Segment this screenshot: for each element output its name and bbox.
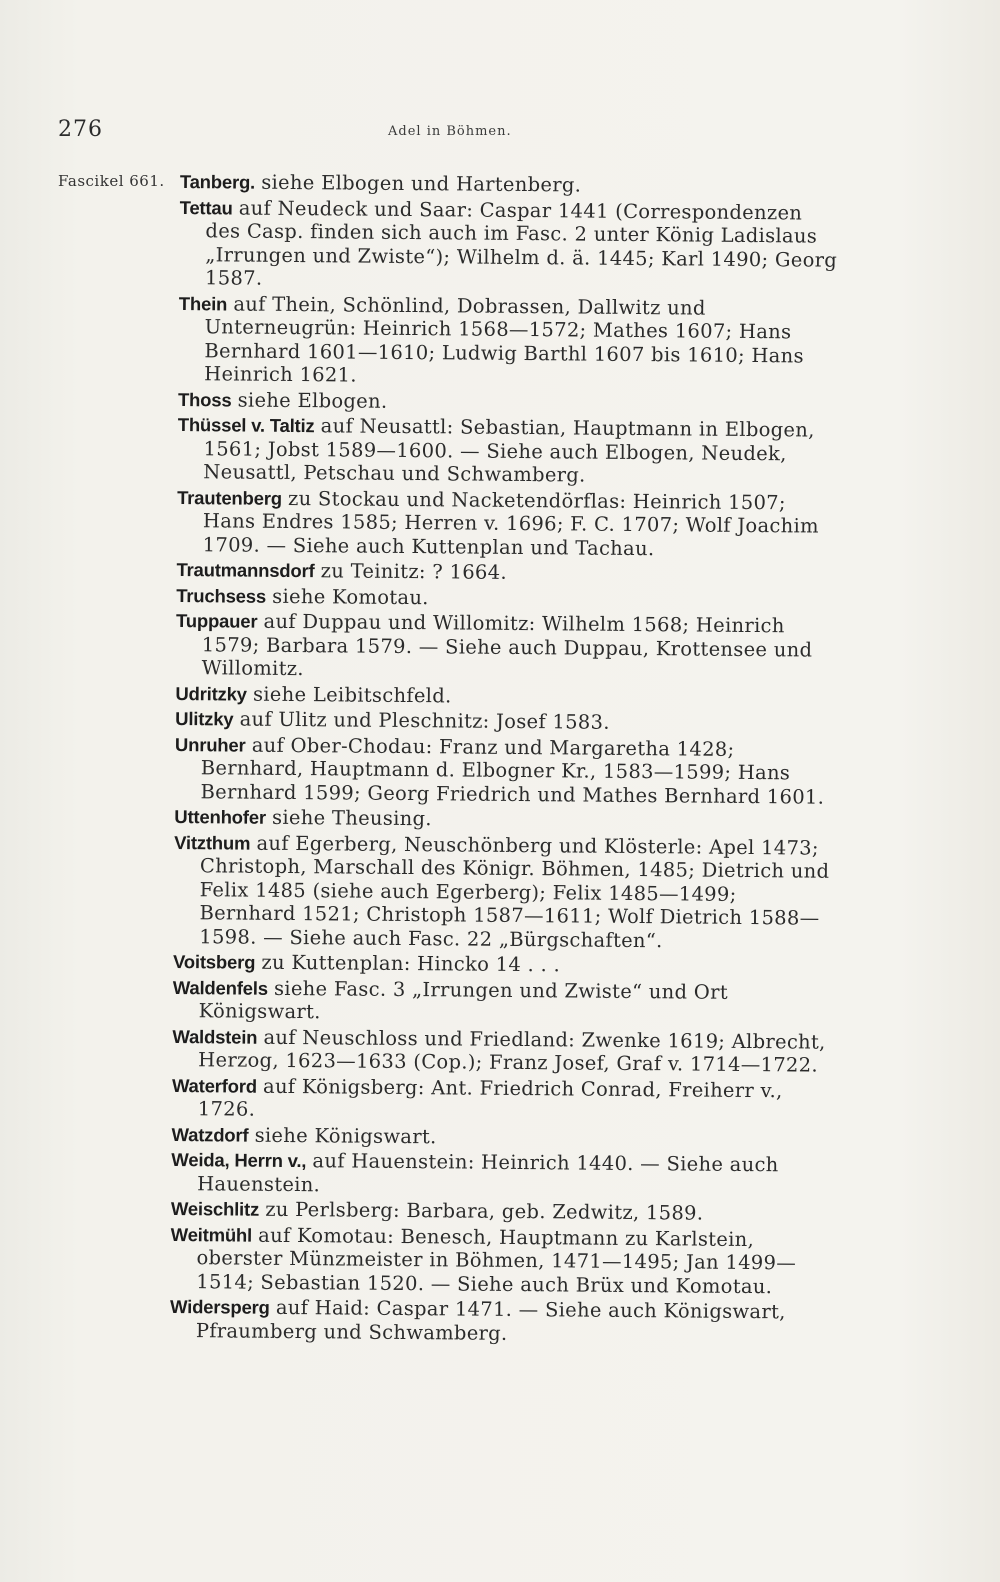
list-item	[170, 1295, 832, 1348]
entry-name: Weischlitz	[170, 1197, 260, 1220]
entry-text: auf Hauenstein: Heinrich 1440. — Siehe auch Hauenstein.	[197, 1149, 779, 1196]
list-item	[178, 291, 841, 391]
entry-name: Watzdorf	[171, 1123, 249, 1146]
entry-text: auf Haid: Caspar 1471. — Siehe auch Königswart, Pfraumberg und Schwamberg.	[195, 1295, 786, 1345]
list-item	[173, 950, 835, 979]
entry-name: Thüssel v. Taltiz	[177, 413, 315, 437]
entry-list	[170, 170, 842, 1350]
list-item	[180, 170, 842, 199]
entry-name: Waldenfels	[172, 976, 268, 999]
list-item	[174, 732, 837, 808]
entry-name: Vitzthum	[174, 831, 251, 854]
entry-name: Udritzky	[175, 682, 247, 705]
entry-name: Ulitzky	[175, 707, 234, 730]
entry-text: zu Stockau und Nacketendörflas: Heinrich 1507; Hans Endres 1585; Herren v. 1696; F. C. 1707; Wolf Joachim 1709. — Siehe auch Kuttenplan und Tachau.	[202, 486, 819, 560]
entry-name: Trautenberg	[177, 486, 282, 509]
entry-text: auf Thein, Schönlind, Dobrassen, Dallwitz und Unterneugrün: Heinrich 1568—1572; Mathes 1607; Hans Bernhard 1601—1610; Ludwig Barthl 1607 bis 1610; Hans Heinrich 1621.	[204, 291, 804, 387]
entry-text: auf Ober-Chodau: Franz und Margaretha 1428; Bernhard, Hauptmann d. Elbogner Kr., 1583—1599; Hans Bernhard 1599; Georg Friedrich und Mathes Bernhard 1601.	[200, 733, 825, 809]
list-item	[176, 583, 838, 612]
running-head: Adel in Böhmen.	[388, 124, 512, 139]
entry-text: auf Neudeck und Saar: Caspar 1441 (Correspondenzen des Casp. finden sich auch im Fasc. 2 unter König Ladislaus „Irrungen und Zwiste“); Wilhelm d. ä. 1445; Karl 1490; Georg 1587.	[204, 196, 838, 290]
list-item	[171, 1197, 833, 1226]
list-item	[179, 195, 842, 295]
entry-name: Trautmannsdorf	[176, 558, 315, 582]
entry-text: auf Königsberg: Ant. Friedrich Conrad, Freiherr v., 1726.	[197, 1074, 783, 1121]
entry-text: siehe Komotau.	[272, 584, 429, 609]
list-item	[175, 707, 837, 736]
entry-text: siehe Leibitschfeld.	[252, 682, 452, 707]
entry-text: zu Perlsberg: Barbara, geb. Zedwitz, 1589.	[265, 1197, 704, 1225]
entry-text: siehe Theusing.	[271, 805, 432, 831]
list-item	[173, 830, 836, 953]
entry-text: zu Teinitz: ? 1664.	[320, 559, 507, 584]
entry-text: auf Duppau und Willomitz: Wilhelm 1568; Heinrich 1579; Barbara 1579. — Siehe auch Duppau, Krottensee und Willomitz.	[201, 609, 813, 681]
entry-text: siehe Königswart.	[254, 1123, 437, 1148]
list-item	[178, 387, 840, 416]
list-item	[174, 805, 836, 834]
entry-name: Tettau	[179, 196, 233, 218]
entry-name: Thoss	[177, 388, 232, 410]
entry-name: Tuppauer	[175, 609, 258, 632]
list-item	[177, 413, 840, 489]
entry-text: zu Kuttenplan: Hincko 14 . . .	[261, 950, 561, 977]
list-item	[170, 1222, 833, 1298]
entry-text: siehe Elbogen.	[237, 388, 388, 413]
list-item	[175, 681, 837, 710]
list-item	[171, 1122, 833, 1151]
entry-name: Waldstein	[172, 1025, 258, 1048]
entry-name: Weitmühl	[170, 1223, 253, 1246]
entry-text: siehe Elbogen und Hartenberg.	[261, 170, 582, 197]
fascicle-label: Fascikel 661.	[58, 172, 165, 190]
entry-text: auf Komotau: Benesch, Hauptmann zu Karlstein, oberster Münzmeister in Böhmen, 1471—1495; Jan 1499—1514; Sebastian 1520. — Siehe auch Brüx und Komotau.	[196, 1223, 797, 1298]
entry-name: Widersperg	[169, 1295, 270, 1318]
list-item	[176, 558, 838, 587]
entry-text: auf Egerberg, Neuschönberg und Klösterle: Apel 1473; Christoph, Marschall des Königr. Böhmen, 1485; Dietrich und Felix 1485 (siehe auch Egerberg); Felix 1485—1499; Bernhard 1521; Christoph 1587—1611; Wolf Dietrich 1588—1598. — Siehe auch Fasc. 22 „Bürgschaften“.	[199, 831, 830, 952]
entry-name: Voitsberg	[173, 950, 256, 973]
list-item	[172, 1073, 834, 1126]
entry-name: Thein	[178, 292, 228, 314]
list-item	[171, 1148, 833, 1201]
entry-name: Uttenhofer	[174, 805, 266, 828]
list-item	[176, 609, 839, 685]
page-number: 276	[58, 117, 103, 142]
list-item	[177, 485, 840, 561]
entry-text: auf Neusattl: Sebastian, Hauptmann in Elbogen, 1561; Jobst 1589—1600. — Siehe auch Elbogen, Neudek, Neusattl, Petschau und Schwamberg.	[203, 414, 815, 487]
list-item	[173, 975, 835, 1028]
entry-name: Truchsess	[176, 584, 267, 607]
entry-text: auf Neuschloss und Friedland: Zwenke 1619; Albrecht, Herzog, 1623—1633 (Cop.); Franz Josef, Graf v. 1714—1722.	[198, 1025, 826, 1077]
list-item	[172, 1024, 834, 1077]
entry-name: Tanberg.	[179, 170, 256, 193]
entry-text: siehe Fasc. 3 „Irrungen und Zwiste“ und Ort Königswart.	[198, 976, 728, 1024]
entry-name: Waterford	[171, 1074, 257, 1097]
entry-text: auf Ulitz und Pleschnitz: Josef 1583.	[239, 707, 610, 734]
entry-name: Weida, Herrn v.,	[171, 1148, 307, 1172]
entry-name: Unruher	[174, 733, 246, 756]
